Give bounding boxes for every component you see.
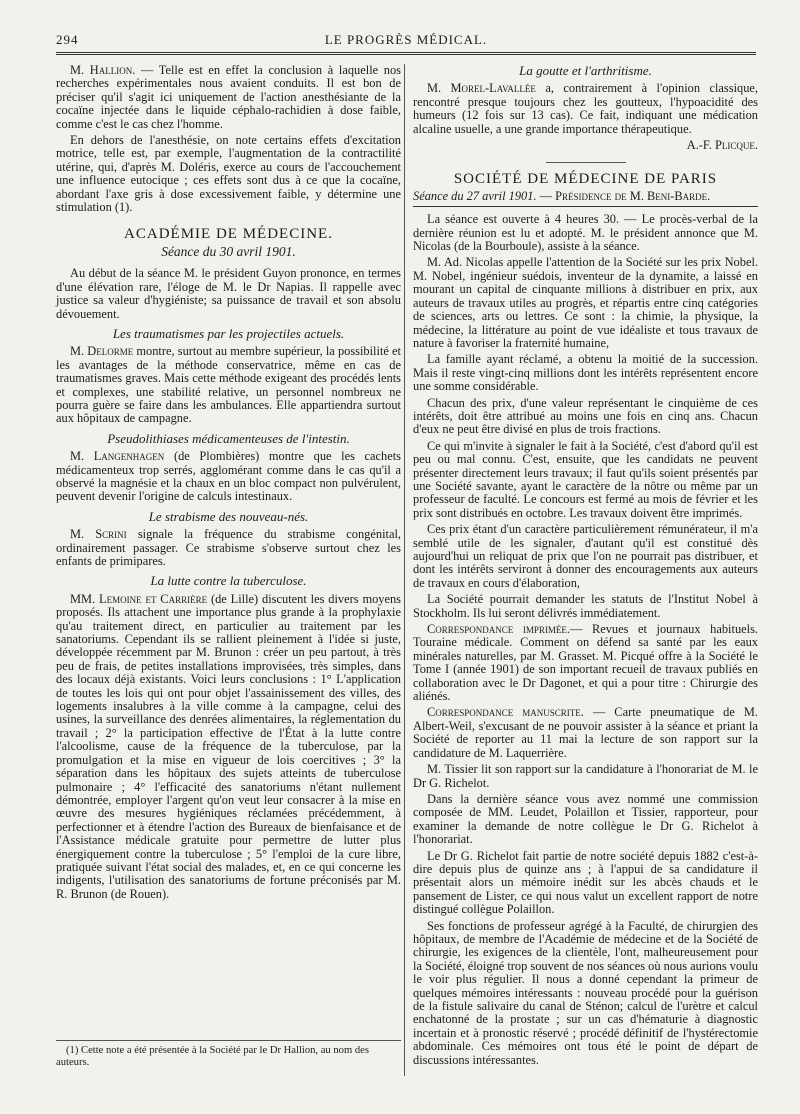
- speaker-name: M. Scrini: [70, 527, 127, 542]
- right-column: [413, 64, 758, 1070]
- section-title: SOCIÉTÉ DE MÉDECINE DE PARIS: [453, 171, 718, 188]
- paragraph-text: (de Lille) discutent les divers moyens proposés. Ils attachent une importance plus grande à la prophylaxie qu'au traitement direct, en particulier au traitement par les sanatoriums. Cependant ils se rallient pleinement à l'idée si juste, développée récemment par M. Brunon : créer un peu partout, à très peu de frais, de petites installations improvisées, très simples, dans des locaux déjà existants. Voici leurs conclusions : 1° L'application de toutes les lois qui ont pour objet l'assainissement des villes, des logements insalubres à la ville comme à la campagne, celui des usines, la surveillance des denrées alimentaires, la réglementation du travail ; 2° la participation effective de l'État à la lutte contre l'alcoolisme, cause de la fréquence de la tuberculose, par la promulgation et la mise en vigueur de lois coercitives ; 3° la séparation dans les hôpitaux des sujets atteints de tuberculose pulmonaire ; 4° l'efficacité des sanatoriums n'étant nullement démontrée, employer l'argent qu'on veut leur consacrer à la mise en œuvre des mesures hygiéniques réclamées précédemment, à perfectionner et à étendre l'action des Bureaux de bienfaisance et de l'Assistance médicale gratuite pour permettre de lutter plus énergiquement contre la tuberculose ; 5° l'emploi de la cure libre, pratiquée suivant l'état social des malades, et, en ce qui concerne les indigents, l'utilisation des sanatoriums de fortune préconisés par M. R. Brunon (de Rouen).: [56, 591, 401, 901]
- paragraph: [56, 528, 401, 568]
- paragraph: Ses fonctions de professeur agrégé à la Faculté, de chirurgien des hôpitaux, de membre de l'Académie de médecine et de la Société de chirurgie, les exigences de la clientèle, l'ont, malheureusement pour la Société, éloigné trop souvent de nos séances où nous aurions voulu le voir plus régulier. Il nous a donné cependant la primeur de quelques mémoires intéressants : nouveau procédé pour la guérison de la fistule salivaire du canal de Sténon; calcul de l'urètre et calcul enchatonné de la prostate ; sur un cas d'hématurie à diagnostic incertain et à pronostic réservé ; procédé définitif de l'hystérectomie abdominale. Ces mémoires ont tous été le point de départ de discussions intéressantes.: [413, 918, 758, 1067]
- paragraph: [56, 64, 401, 131]
- paragraph: [413, 706, 758, 760]
- paragraph-text: montre, surtout au membre supérieur, la possibilité et les avantages de la méthode conservatrice, même en cas de traumatismes graves. Mais cette méthode exigeant des procédés lents et complexes, une stabilité relative, un personnel nombreux ne pourra guère se faire dans les ambulances. Elle appartiendra surtout aux hôpitaux de campagne.: [56, 344, 401, 426]
- paragraph: Chacun des prix, d'une valeur représentant le cinquième de ces intérêts, doit être attribué au moins une fois en cinq ans. Chacun d'eux ne peut être divisé en plus de trois fractions.: [413, 395, 758, 437]
- footnote: [56, 1040, 401, 1072]
- footnote-text: (1) Cette note a été présentée à la Société par le Dr Hallion, au nom des auteurs.: [56, 1045, 369, 1068]
- speaker-name: M. Hallion.: [70, 63, 136, 77]
- paragraph: La séance est ouverte à 4 heures 30. — Le procès-verbal de la dernière réunion est lu et adopté. M. le président annonce que M. Nicolas (de la Bourboule), assiste à la séance.: [413, 212, 758, 254]
- paragraph: Ces prix étant d'un caractère particulièrement rémunérateur, il m'a semblé utile de les signaler, d'autant qu'il est constitué dès aujourd'hui un reliquat de prix que l'on ne pourrait pas distribuer, et dont les intérêts serviront à donner des encouragements aux auteurs de travaux en cours d'élaboration,: [413, 522, 758, 590]
- paragraph: Au début de la séance M. le président Guyon prononce, en termes d'une élévation rare, l'éloge de M. le Dr Napias. Il rappelle avec justice sa valeur d'hygiéniste; sa puissance de travail et son absolu dévouement.: [56, 266, 401, 321]
- paragraph-text: signale la fréquence du strabisme congénital, ordinairement passager. Ce strabisme s'observe surtout chez les enfants de primipares.: [56, 527, 401, 568]
- page-number: 294: [56, 32, 79, 47]
- author-signature: A.-F. Plicque.: [686, 138, 758, 153]
- paragraph: [56, 593, 401, 901]
- section-session: Séance du 30 avril 1901.: [161, 243, 296, 259]
- paragraph: M. Ad. Nicolas appelle l'attention de la Société sur les prix Nobel. M. Nobel, ingénieur suédois, inventeur de la dynamite, a laissé en mourant un capital de cinquante millions à distribuer en prix, aux auteurs de travaux utiles au progrès, et répartis entre cinq catégories de sciences, arts ou lettres. Ce sont : la chimie, la physique, la médecine, la littérature au point de vue idéaliste et tous travaux de nature à favoriser la fraternité humaine,: [413, 255, 758, 350]
- section-title: ACADÉMIE DE MÉDECINE.: [124, 226, 333, 243]
- speaker-name: MM. Lemoine et Carrière: [70, 591, 208, 606]
- page-header: [56, 32, 756, 55]
- journal-title: LE PROGRÈS MÉDICAL.: [324, 32, 488, 47]
- paragraph-text: — Revues et journaux habituels. Touraine médicale. Comment on défend sa santé par les eaux minérales naturelles, par M. Grasset. M. Picqué offre à la Société le Tome I (année 1901) de son important recueil de travaux publiés en collaboration avec le Dr Dagonet, et qui a pour titre : Chirurgie des aliénés.: [413, 622, 758, 704]
- paragraph: [56, 450, 401, 504]
- session-president: — Présidence de M. Beni-Barde.: [539, 188, 711, 203]
- paragraph: En dehors de l'anesthésie, on note certains effets d'excitation motrice, telle est, par exemple, l'augmentation de la contractilité utérine, qui, d'après M. Doléris, exerce au cours de l'accouchement une influence eutocique ; ces effets sont dus à ce que la cocaïne, abordant l'axe gris à dose excessivement faible, y détermine une stimulation (1).: [56, 133, 401, 215]
- speaker-name: M. Delorme: [70, 344, 134, 359]
- paragraph: Ce qui m'invite à signaler le fait à la Société, c'est d'abord qu'il est peu ou mal connu. C'est, ensuite, que les candidats ne peuvent présenter directement leurs travaux; il faut qu'ils soient présentés par une Société savante, ayant le caractère de la nôtre ou même par un professeur de faculté. Le concours est fermé au mois de février et les prix sont distribués en octobre. Les travaux doivent être imprimés.: [413, 438, 758, 520]
- entry-heading: Correspondance imprimée.: [427, 622, 570, 637]
- paragraph-text: a, contrairement à l'opinion classique, rencontré presque toujours chez les goutteux, l'hypoacidité des humeurs (12 fois sur 13 cas). Ce fait, indiquant une médication alcaline usuelle, a une grande importance thérapeutique.: [413, 81, 759, 136]
- column-divider: [404, 64, 405, 1076]
- speaker-name: M. Morel-Lavallée: [427, 81, 536, 96]
- section-session: [413, 190, 758, 207]
- paragraph-text: (de Plombières) montre que les cachets médicamenteux trop serrés, agglomérant comme dans le cas qu'il a observé la magnésie et la chaux en un bloc compact non pulvérulent, peuvent devenir l'origine de calculs intestinaux.: [56, 449, 401, 504]
- session-date: Séance du 27 avril 1901.: [413, 188, 537, 203]
- subheading: Les traumatismes par les projectiles actuels.: [112, 325, 345, 341]
- subheading: La goutte et l'arthritisme.: [519, 63, 652, 78]
- left-column: [56, 64, 401, 904]
- paragraph: [56, 345, 401, 425]
- paragraph: M. Tissier lit son rapport sur la candidature à l'honorariat de M. le Dr G. Richelot.: [413, 762, 758, 790]
- paragraph: Dans la dernière séance vous avez nommé une commission composée de MM. Leudet, Polaillon et Tissier, rapporteur, pour examiner la demande de notre collègue le Dr G. Richelot à l'honorariat.: [413, 791, 758, 847]
- subheading: Le strabisme des nouveau-nés.: [148, 508, 309, 524]
- paragraph-text: — Carte pneumatique de M. Albert-Weil, s'excusant de ne pouvoir assister à la séance et priant la Société de reporter au 11 mai la lecture de son rapport sur la candidature de M. Laquerrière.: [413, 705, 758, 760]
- separator-rule: [546, 162, 626, 163]
- paragraph: [413, 82, 758, 136]
- subheading: Pseudolithiases médicamenteuses de l'intestin.: [107, 430, 350, 446]
- paragraph: La famille ayant réclamé, a obtenu la moitié de la succession. Mais il reste vingt-cinq millions dont les intérêts représentent encore une somme considérable.: [413, 352, 758, 394]
- subheading: La lutte contre la tuberculose.: [150, 573, 307, 589]
- paragraph: La Société pourrait demander les statuts de l'Institut Nobel à Stockholm. Ils lui seront délivrés immédiatement.: [413, 592, 758, 620]
- speaker-name: M. Langenhagen: [70, 449, 165, 464]
- paragraph-text: — Telle est en effet la conclusion à laquelle nos recherches expérimentales nous avaient conduits. Il est bon de préciser qu'il s'agit ici uniquement de l'action anesthésiante de la cocaïne injectée dans le liquide céphalo-rachidien à dose faible, comme c'est le cas chez l'homme.: [56, 63, 401, 131]
- paragraph: Le Dr G. Richelot fait partie de notre société depuis 1882 c'est-à-dire depuis plus de quinze ans ; à l'appui de sa candidature il présentait alors un mémoire inédit sur les abcès chauds et le pansement de Lister, ce qui nous valut un excellent rapport de notre distingué collègue Polaillon.: [413, 848, 758, 917]
- entry-heading: Correspondance manuscrite.: [427, 705, 584, 720]
- paragraph: [413, 623, 758, 703]
